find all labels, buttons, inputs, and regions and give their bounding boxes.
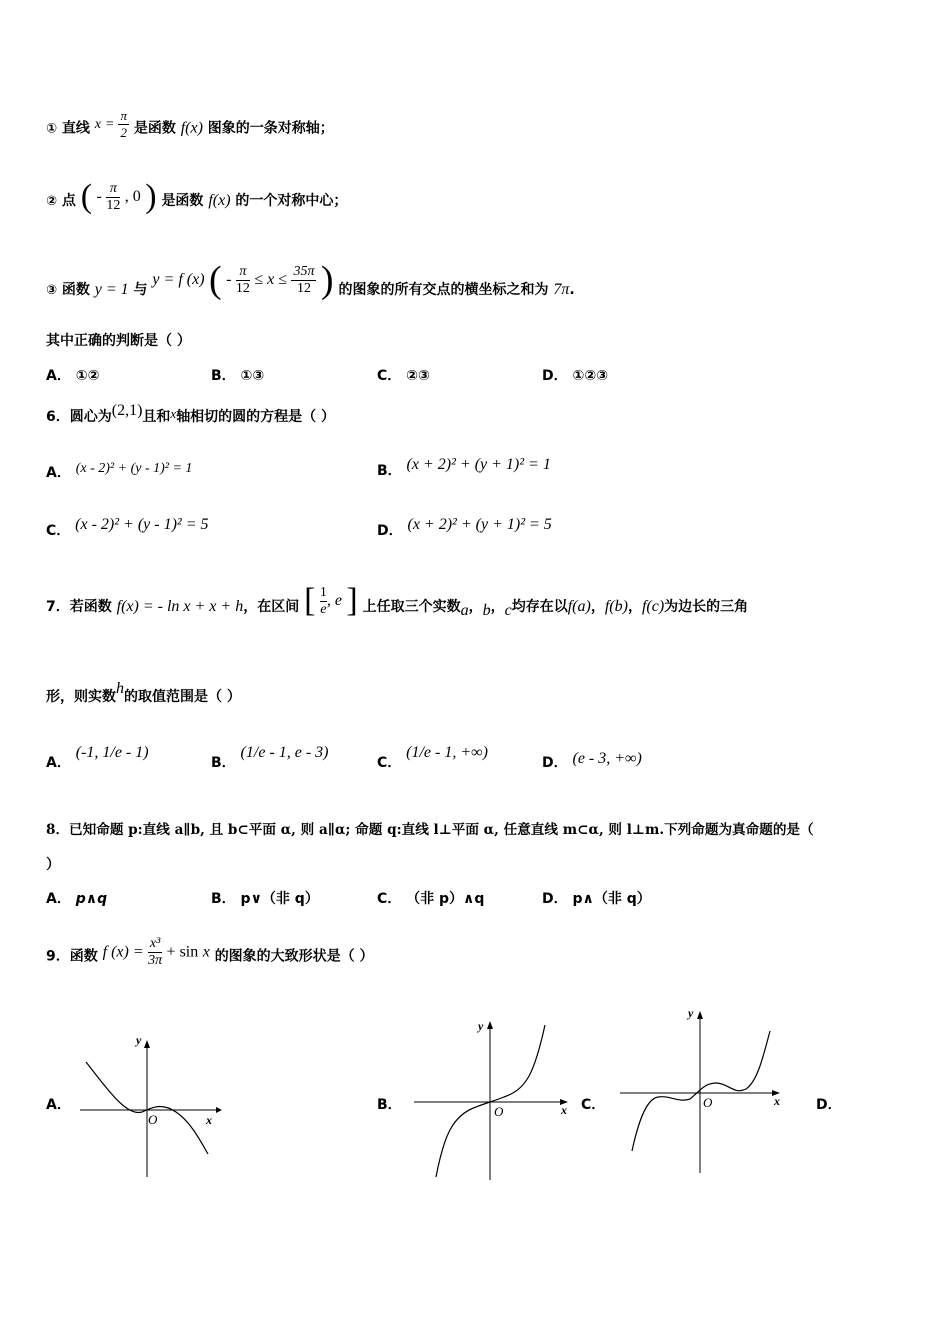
q5-statement-3: ③ 函数 y = 1 与 y = f (x) ( - $\frac{\pi}{12}$ ≤ x ≤ $\frac{35\pi}{12}$ ) 的图象的所有交点的横坐标之和为 7π. <box>46 259 575 301</box>
q6-option-a[interactable]: A． (x - 2)² + (y - 1)² = 1 <box>46 461 193 481</box>
math-range: y = f (x) ( - $\frac{\pi}{12}$ ≤ x ≤ $\frac{35\pi}{12}$ ) <box>152 259 334 301</box>
q9-stem: 9．函数 f (x) = $\frac{\text{x³}}{3\pi}$ + sin x 的图象的大致形状是（ ） <box>46 936 374 968</box>
math-interval: [ $\frac{1}{e}$ , e ] <box>304 582 358 619</box>
svg-text:x: x <box>774 1094 780 1108</box>
q5-statement-1: ① 直线 x = $\frac{\pi}{2}$ 是函数 f(x) 图象的一条对称轴； <box>46 108 334 140</box>
math-fx: f(x) <box>180 119 203 137</box>
q5-option-c[interactable]: C． ②③ <box>377 368 430 384</box>
q8-option-b[interactable]: B． p∨（非 q） <box>211 891 319 907</box>
svg-text:y: y <box>688 1006 694 1020</box>
q6-option-c[interactable]: C． (x - 2)² + (y - 1)² = 5 <box>46 516 209 539</box>
math-fx-cubic: f (x) = $\frac{\text{x³}}{3\pi}$ + sin x <box>102 936 210 968</box>
q5-statement-2: ② 点 ( - $\frac{\pi}{12}$ , 0 ) 是函数 f(x) 的一个对称中心； <box>46 178 348 215</box>
q8-option-d[interactable]: D． p∧（非 q） <box>542 891 651 907</box>
circled-number: ① <box>46 121 58 137</box>
q8-option-a[interactable]: A． p∧q <box>46 891 108 907</box>
q9-graph-c <box>616 1003 791 1178</box>
q8-option-c[interactable]: C． （非 p）∧q <box>377 891 485 907</box>
svg-text:O: O <box>703 1095 713 1110</box>
svg-text:x: x <box>206 1113 212 1127</box>
svg-text:y: y <box>478 1019 484 1033</box>
q8-stem-line2: ） <box>46 857 60 873</box>
svg-text:O: O <box>494 1104 504 1119</box>
q5-option-d[interactable]: D． ①②③ <box>542 368 609 384</box>
math-x-eq-pi-half: x = $\frac{\pi}{2}$ <box>94 108 127 140</box>
svg-text:y: y <box>136 1033 142 1047</box>
q7-option-d[interactable]: D． (e - 3, +∞) <box>542 750 642 771</box>
q9-option-c[interactable]: C． <box>581 1097 606 1113</box>
q5-prompt: 其中正确的判断是（ ） <box>46 333 191 349</box>
q6-option-d[interactable]: D． (x + 2)² + (y + 1)² = 5 <box>377 516 552 539</box>
q9-option-d[interactable]: D． <box>816 1097 842 1113</box>
q7-stem-line1: 7．若函数 f(x) = - ln x + x + h，在区间 [ $\frac{1}{e}$ , e ] 上任取三个实数a，b，c均存在以f(a)，f(b)，f(c)为边长的三角 <box>46 582 749 619</box>
q7-option-a[interactable]: A． (-1, 1/e - 1) <box>46 744 149 771</box>
q9-option-b[interactable]: B． <box>377 1097 402 1113</box>
q7-stem-line2: 形，则实数h的取值范围是（ ） <box>46 680 241 705</box>
q6-option-b[interactable]: B． (x + 2)² + (y + 1)² = 1 <box>377 456 551 479</box>
q7-option-c[interactable]: C． (1/e - 1, +∞) <box>377 744 488 771</box>
q5-option-a[interactable]: A． ①② <box>46 368 100 384</box>
q8-stem-line1: 8．已知命题 p:直线 a∥b, 且 b⊂平面 α, 则 a∥α; 命题 q:直线 l⊥平面 α, 任意直线 m⊂α, 则 l⊥m.下列命题为真命题的是（ <box>46 822 814 838</box>
q6-stem: 6．圆心为(2,1)且和x轴相切的圆的方程是（ ） <box>46 402 336 425</box>
q7-option-b[interactable]: B． (1/e - 1, e - 3) <box>211 744 329 771</box>
svg-text:x: x <box>561 1103 567 1117</box>
q9-option-a[interactable]: A． <box>46 1097 71 1113</box>
q9-graph-b <box>408 1015 578 1185</box>
math-point: ( - $\frac{\pi}{12}$ , 0 ) <box>80 178 157 215</box>
svg-text:O: O <box>148 1112 158 1127</box>
math-fx-def: f(x) = - ln x + x + h <box>116 598 244 615</box>
q5-option-b[interactable]: B． ①③ <box>211 368 265 384</box>
q9-graph-a <box>76 1032 226 1182</box>
